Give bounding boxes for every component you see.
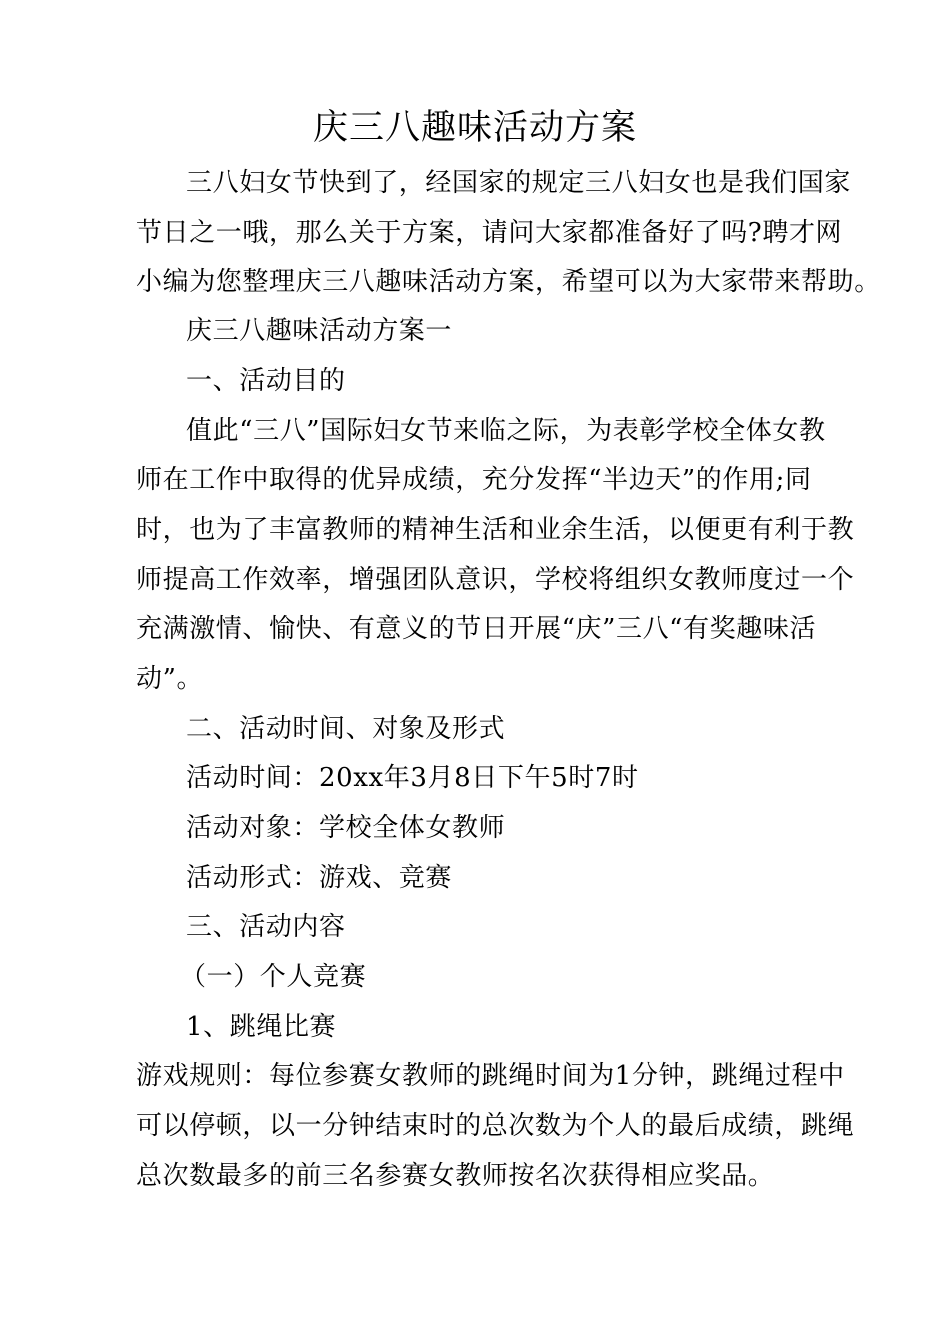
body-line-19: 游戏规则：每位参赛女教师的跳绳时间为1分钟，跳绳过程中 (136, 1061, 845, 1091)
document-title: 庆三八趣味活动方案 (312, 108, 637, 148)
activity-audience: 活动对象：学校全体女教师 (186, 813, 506, 843)
activity-format: 活动形式：游戏、竞赛 (186, 863, 453, 893)
section-heading-content: 三、活动内容 (186, 912, 346, 942)
body-line-8: 时，也为了丰富教师的精神生活和业余生活，以便更有利于教 (136, 515, 855, 545)
body-line-11: 动”。 (136, 664, 204, 694)
body-line-21: 总次数最多的前三名参赛女教师按名次获得相应奖品。 (136, 1161, 775, 1191)
body-line-10: 充满激情、愉快、有意义的节日开展“庆”三八“有奖趣味活 (136, 614, 817, 644)
body-line-3: 小编为您整理庆三八趣味活动方案，希望可以为大家带来帮助。 (136, 267, 881, 297)
section-heading-time: 二、活动时间、对象及形式 (186, 714, 506, 744)
activity-time: 活动时间：20xx年3月8日下午5时7时 (186, 763, 639, 793)
body-line-6: 值此“三八”国际妇女节来临之际，为表彰学校全体女教 (186, 416, 826, 446)
subsection-individual: （一）个人竞赛 (180, 962, 367, 992)
body-line-1: 三八妇女节快到了，经国家的规定三八妇女也是我们国家 (186, 168, 852, 198)
body-line-7: 师在工作中取得的优异成绩，充分发挥“半边天”的作用;同 (136, 465, 812, 495)
section-heading-plan-one: 庆三八趣味活动方案一 (186, 316, 453, 346)
item-jump-rope: 1、跳绳比赛 (186, 1012, 337, 1042)
body-line-2: 节日之一哦，那么关于方案，请问大家都准备好了吗?聘才网 (136, 218, 843, 248)
body-line-9: 师提高工作效率，增强团队意识，学校将组织女教师度过一个 (136, 565, 855, 595)
section-heading-purpose: 一、活动目的 (186, 366, 346, 396)
body-line-20: 可以停顿，以一分钟结束时的总次数为个人的最后成绩，跳绳 (136, 1111, 855, 1141)
